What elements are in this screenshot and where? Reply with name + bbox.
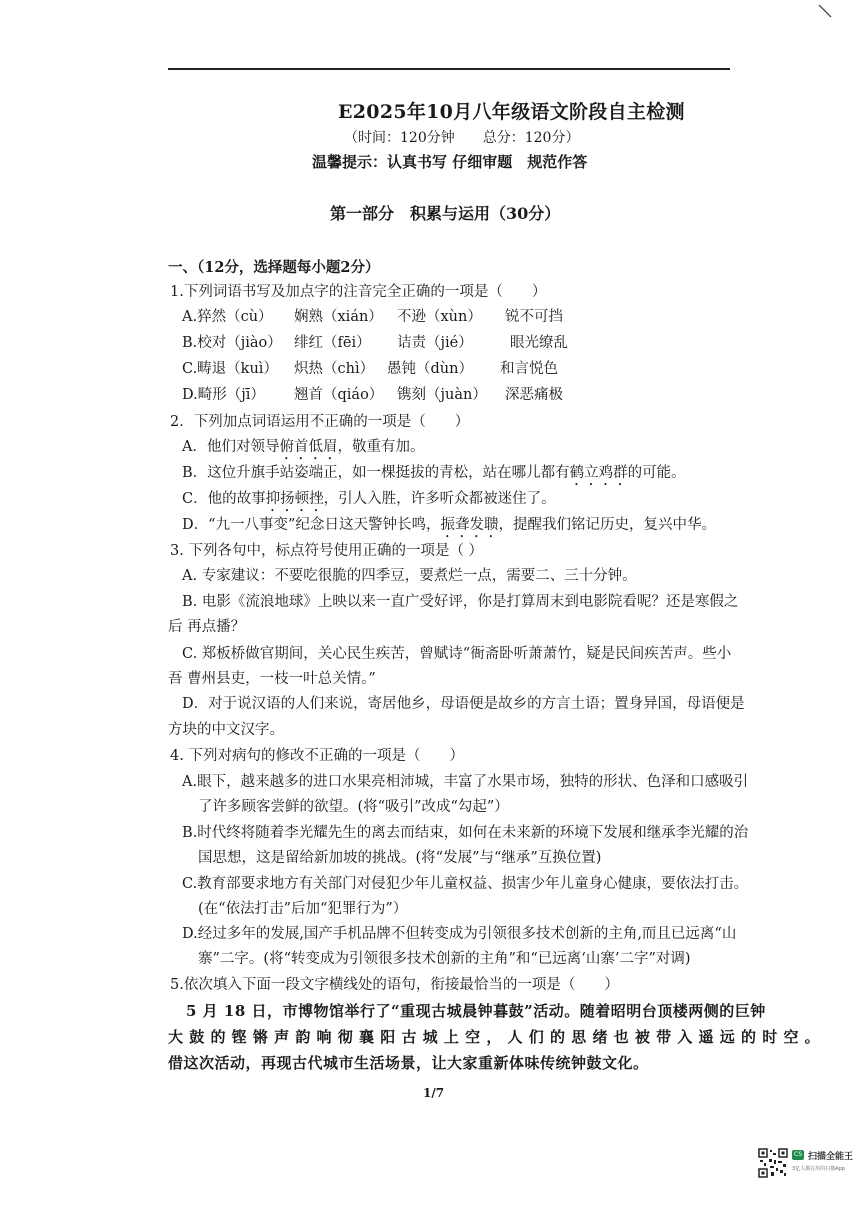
question-4-option-c-line2: (在“依法打击”后加“犯罪行为”） xyxy=(198,901,408,917)
question-2-option-a: A．他们对领导俯首低眉，敬重有加。 xyxy=(182,439,425,455)
question-4-option-b-line1: B.时代终将随着李光耀先生的离去而结束，如何在未来新的环境下发展和继承李光耀的治 xyxy=(182,825,749,841)
question-2-option-b: B．这位升旗手站姿端正，如一棵挺拔的青松，站在哪儿都有鹤立鸡群的可能。 xyxy=(182,465,686,481)
exam-title: E2025年10月八年级语文阶段自主检测 xyxy=(338,101,685,123)
option-cell: 深恶痛极 xyxy=(505,387,563,403)
scanner-watermark xyxy=(758,1146,854,1186)
option-cell: 不逊（xùn） xyxy=(397,309,482,325)
question-5-stem: 5.依次填入下面一段文字横线处的语句，衔接最恰当的一项是（ ） xyxy=(170,977,619,993)
question-2-option-c: C．他的故事抑扬顿挫，引人入胜，许多听众都被迷住了。 xyxy=(182,491,556,507)
dotted-phrase: 抑扬顿挫 xyxy=(265,491,324,507)
question-3-option-d-line1: D．对于说汉语的人们来说，寄居他乡，母语便是故乡的方言土语；置身异国，母语便是 xyxy=(182,696,745,712)
dotted-phrase: 俯首低眉 xyxy=(279,439,338,455)
option-cell: B.校对（jiào） xyxy=(182,335,282,351)
time-score-info: （时间：120分钟 总分：120分） xyxy=(344,130,580,146)
question-3-stem: 3. 下列各句中，标点符号使用正确的一项是（ ） xyxy=(170,543,484,559)
page-number: 1/7 xyxy=(423,1086,445,1100)
scanner-tagline: 3亿人都在用的扫描App xyxy=(792,1166,845,1172)
question-3-option-b-line1: B. 电影《流浪地球》上映以来一直广受好评，你是打算周末到电影院看呢？还是寒假之 xyxy=(182,594,739,610)
option-cell: D.畸形（jī） xyxy=(182,387,265,403)
option-cell: C.畴退（kuì） xyxy=(182,361,278,377)
scanner-logo-icon: CS xyxy=(794,1151,802,1158)
question-2-option-d: D．“九一八事变”纪念日这天警钟长鸣，振聋发聩，提醒我们铭记历史，复兴中华。 xyxy=(182,517,716,533)
question-4-option-a-line1: A.眼下，越来越多的进口水果亮相沛城，丰富了水果市场，独特的形状、色泽和口感吸引 xyxy=(182,774,749,790)
option-cell: 眼光缭乱 xyxy=(510,335,568,351)
question-4-option-b-line2: 国思想，这是留给新加坡的挑战。(将“发展”与“继承”互换位置) xyxy=(198,850,602,866)
dotted-phrase: 振聋发聩 xyxy=(440,517,499,533)
question-4-option-c-line1: C.教育部要求地方有关部门对侵犯少年儿童权益、损害少年儿童身心健康，要依法打击。 xyxy=(182,876,749,892)
option-cell: 娴熟（xián） xyxy=(294,309,383,325)
option-cell: 镌刻（juàn） xyxy=(397,387,487,403)
question-1-stem: 1.下列词语书写及加点字的注音完全正确的一项是（ ） xyxy=(170,284,547,300)
option-cell: 炽热（chì） xyxy=(294,361,375,377)
corner-stroke-mark xyxy=(818,4,832,18)
part-heading: 一、（12分，选择题每小题2分） xyxy=(168,259,380,276)
question-4-option-d-line1: D.经过多年的发展,国产手机品牌不但转变成为引领很多技术创新的主角,而且已远离“山 xyxy=(182,926,737,942)
option-cell: 诘责（jié） xyxy=(397,335,473,351)
option-cell: 绯红（fēi） xyxy=(294,335,371,351)
option-cell: 翘首（qiáo） xyxy=(294,387,384,403)
question-4-stem: 4. 下列对病句的修改不正确的一项是（ ） xyxy=(170,748,464,764)
question-4-option-a-line2: 了许多顾客尝鲜的欲望。(将“吸引”改成“勾起”） xyxy=(198,799,509,815)
section-title: 第一部分 积累与运用（30分） xyxy=(330,204,561,223)
top-rule-line xyxy=(168,68,730,70)
question-4-option-d-line2: 寨”二字。(将“转变成为引领很多技术创新的主角”和“已远离‘山寨’二字”对调) xyxy=(198,951,691,967)
question-3-option-c-line2: 吾 曹州县吏，一枝一叶总关情。” xyxy=(168,671,376,687)
passage-line-1: 5 月 18 日，市博物馆举行了“重现古城晨钟暮鼓”活动。随着昭明台顶楼两侧的巨钟 xyxy=(186,1002,766,1020)
question-3-option-c-line1: C. 郑板桥做官期间，关心民生疾苦，曾赋诗“衙斋卧听萧萧竹，疑是民间疾苦声。些小 xyxy=(182,646,732,662)
question-3-option-b-line2: 后 再点播？ xyxy=(168,619,246,635)
question-3-option-a: A. 专家建议：不要吃很脆的四季豆，要煮烂一点，需要二、三十分钟。 xyxy=(182,568,637,584)
passage-line-3: 借这次活动，再现古代城市生活场景，让大家重新体味传统钟鼓文化。 xyxy=(168,1054,649,1072)
scanner-app-name: 扫描全能王 xyxy=(808,1152,854,1162)
passage-line-2: 大 鼓 的 铿 锵 声 韵 响 彻 襄 阳 古 城 上 空 ， 人 们 的 思 绪 也 被 带 入 遥 远 的 时 空 。 xyxy=(168,1028,821,1046)
option-cell: A.猝然（cù） xyxy=(182,309,273,325)
option-cell: 愚钝（dùn） xyxy=(387,361,473,377)
reminder-tip: 温馨提示：认真书写 仔细审题 规范作答 xyxy=(312,153,588,171)
dotted-phrase: 鹤立鸡群 xyxy=(569,465,628,481)
question-3-option-d-line2: 方块的中文汉字。 xyxy=(168,722,284,738)
qr-code-icon xyxy=(758,1148,788,1178)
option-cell: 和言悦色 xyxy=(500,361,558,377)
option-cell: 锐不可挡 xyxy=(505,309,563,325)
question-2-stem: 2．下列加点词语运用不正确的一项是（ ） xyxy=(170,414,470,430)
